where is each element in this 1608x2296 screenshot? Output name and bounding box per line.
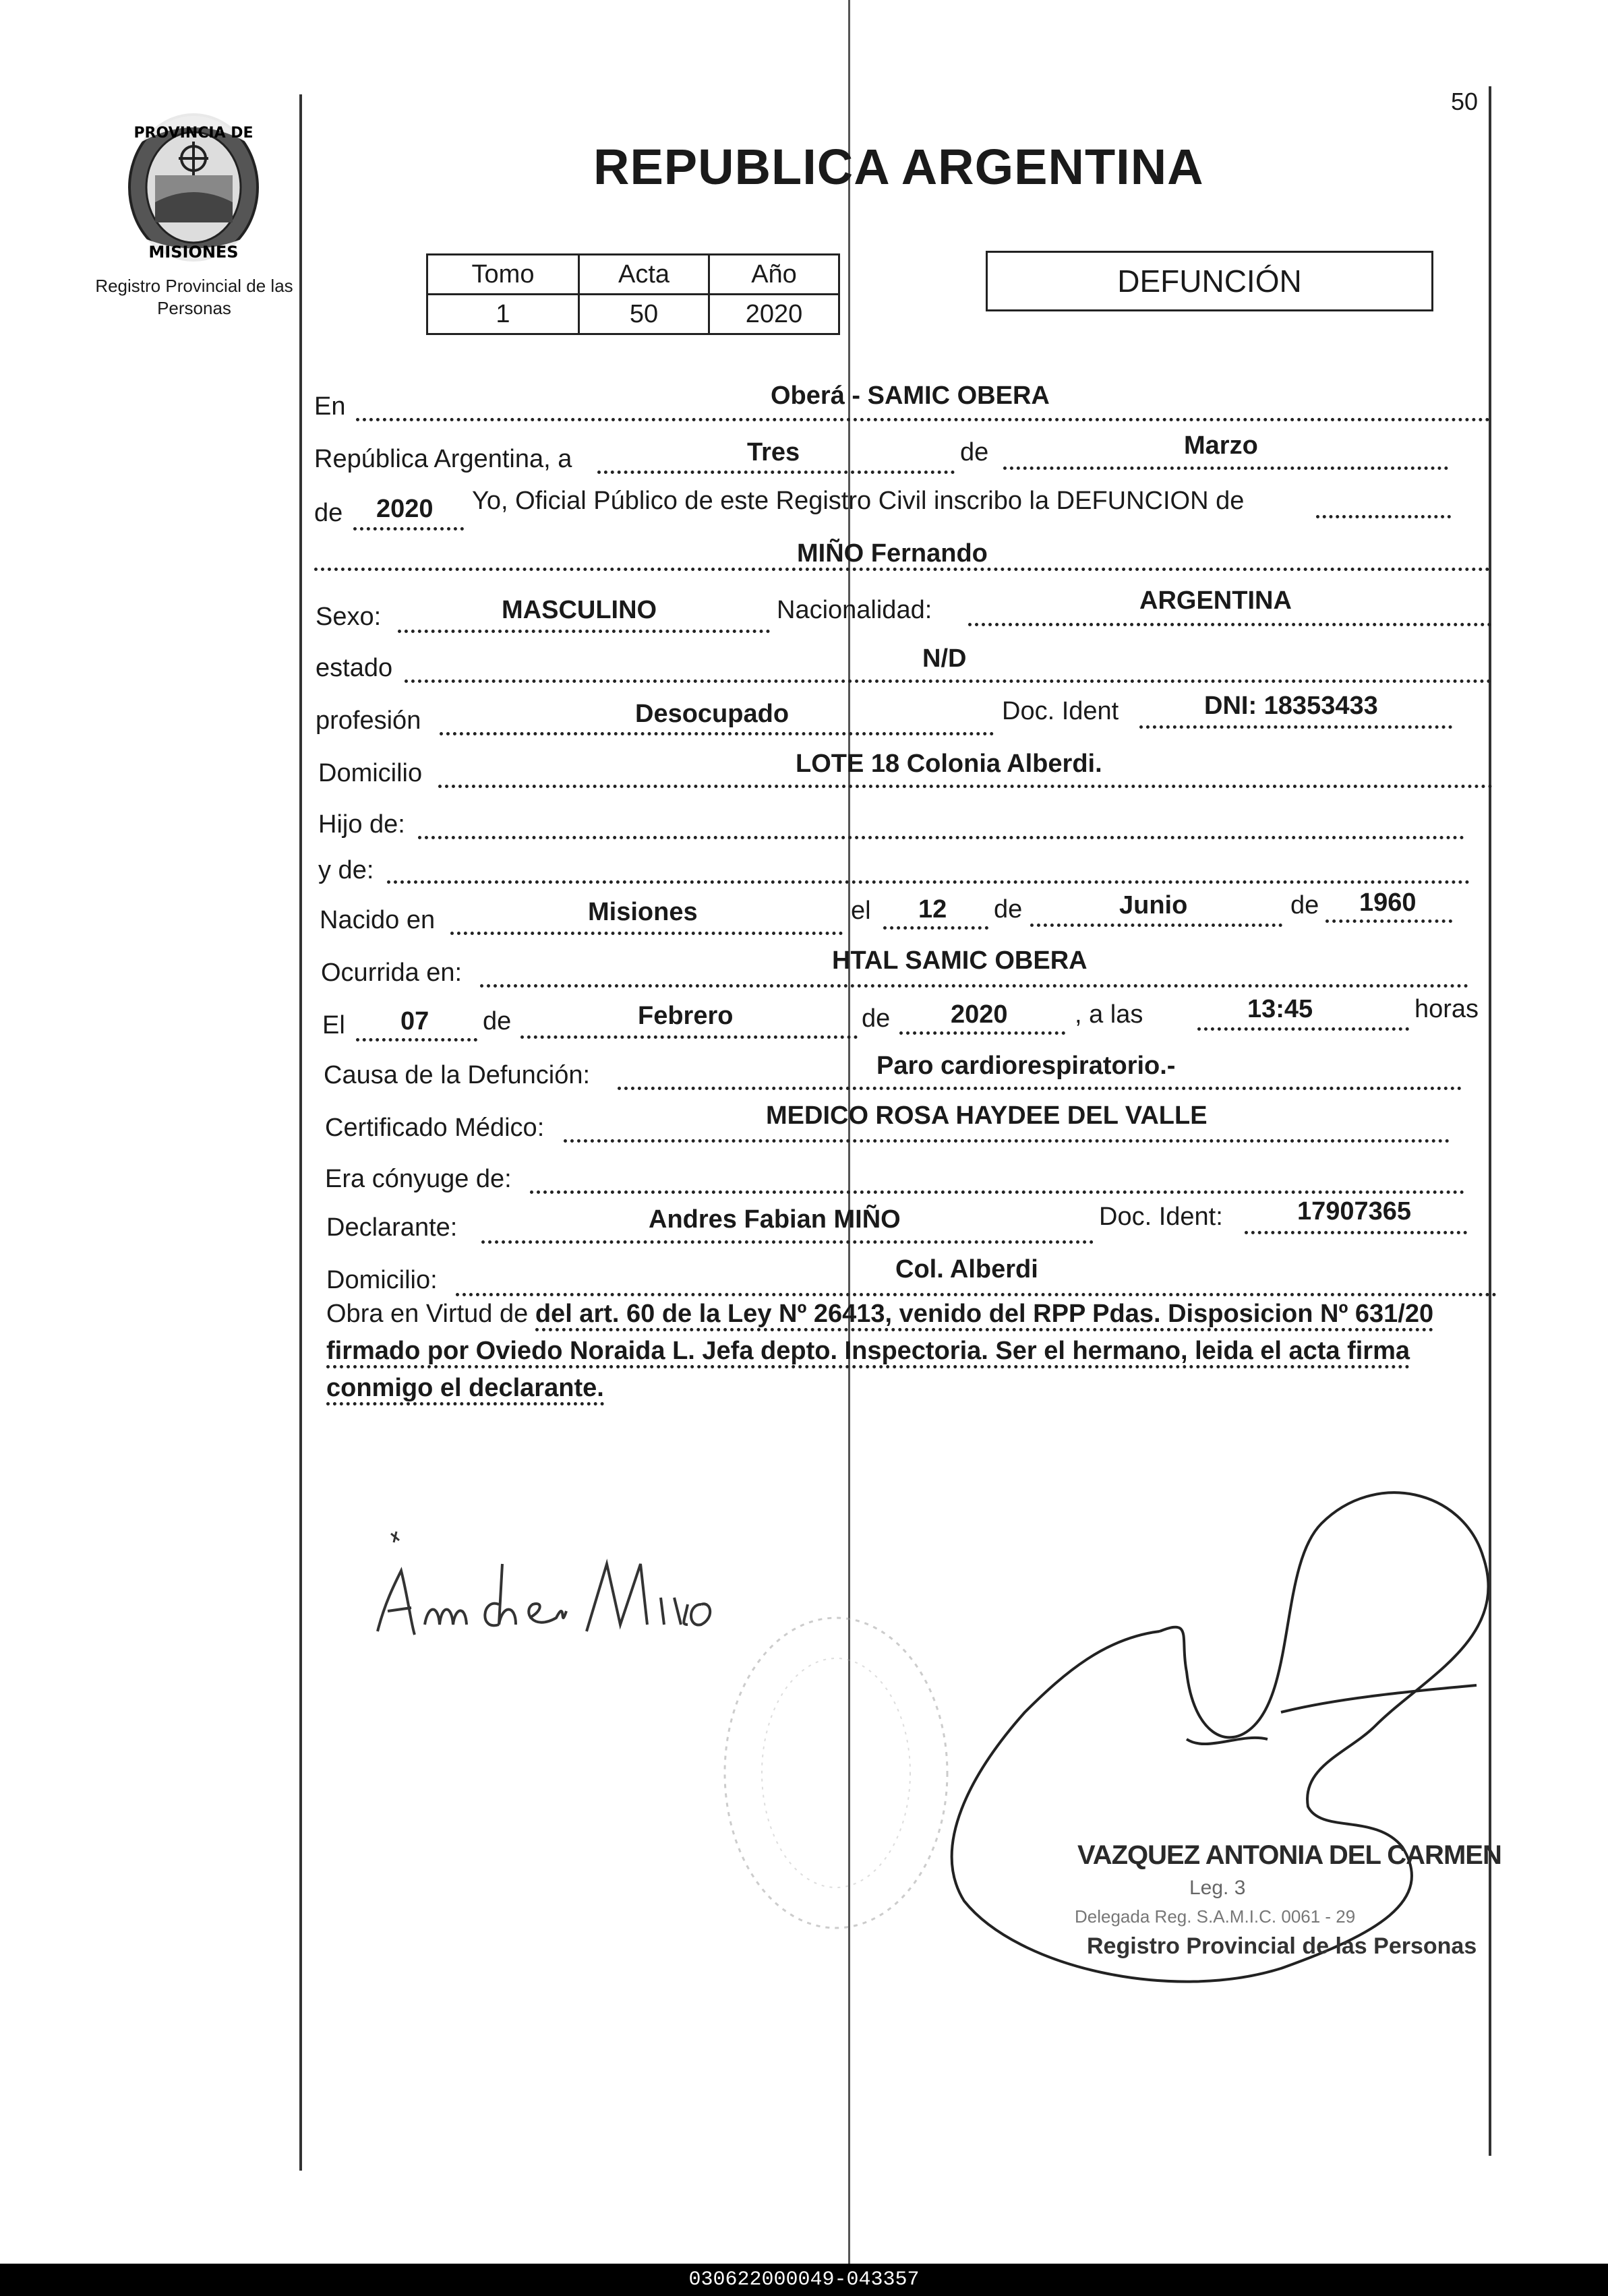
label-yo-oficial: Yo, Oficial Público de este Registro Civil inscribo la DEFUNCION de: [472, 487, 1245, 515]
label-de: de: [862, 1004, 891, 1033]
label-domicilio-2: Domicilio:: [326, 1266, 438, 1294]
stamp-registro: Registro Provincial de las Personas: [1087, 1933, 1477, 1959]
acta-value-acta: 50: [579, 295, 709, 334]
dotted-line: [618, 1087, 1462, 1090]
page-number: 50: [1451, 88, 1479, 115]
value-mes: Marzo: [1184, 431, 1258, 460]
label-de: de: [994, 895, 1023, 924]
acta-header-tomo: Tomo: [427, 255, 579, 295]
dotted-line: [520, 1035, 858, 1039]
value-declarante-doc: 17907365: [1297, 1197, 1412, 1226]
label-declarante: Declarante:: [326, 1213, 458, 1242]
record-type-box: DEFUNCIÓN: [986, 251, 1433, 311]
label-en: En: [314, 392, 346, 421]
left-margin-line: [299, 94, 302, 2171]
label-sexo: Sexo:: [316, 603, 382, 631]
dotted-line: [356, 1038, 477, 1041]
dotted-line: [480, 984, 1468, 988]
value-doc: DNI: 18353433: [1204, 692, 1378, 720]
label-de: de: [483, 1007, 512, 1035]
label-obra-en-virtud: Obra en Virtud de: [326, 1300, 529, 1328]
value-nac-dia: 12: [918, 895, 947, 924]
dotted-line: [440, 732, 994, 735]
value-sexo: MASCULINO: [502, 596, 657, 624]
label-republica: República Argentina, a: [314, 445, 572, 473]
dotted-line: [356, 418, 1490, 421]
value-declarante-domicilio: Col. Alberdi: [895, 1255, 1038, 1283]
value-nac-anio: 1960: [1359, 888, 1417, 917]
label-el-cap: El: [322, 1011, 345, 1039]
dotted-line: [450, 932, 843, 935]
dotted-line: [530, 1190, 1464, 1194]
value-obra-text: del art. 60 de la Ley Nº 26413, venido del RPP Pdas. Disposicion Nº 631/20 firmado por Oviedo Noraida L. Jefa depto. Inspectoria. Ser el hermano, leida el acta firma conmigo el declarante.: [326, 1300, 1433, 1406]
value-def-anio: 2020: [951, 1000, 1008, 1029]
value-certificado: MEDICO ROSA HAYDEE DEL VALLE: [766, 1101, 1208, 1130]
value-def-hora: 13:45: [1247, 995, 1313, 1023]
dotted-line: [1003, 466, 1448, 470]
dotted-line: [1245, 1231, 1467, 1234]
dotted-line: [1326, 919, 1452, 923]
dotted-line: [968, 623, 1491, 626]
acta-value-anio: 2020: [709, 295, 839, 334]
label-causa: Causa de la Defunción:: [324, 1061, 591, 1089]
province-seal-icon: [115, 108, 273, 266]
page-title: REPUBLICA ARGENTINA: [593, 139, 1204, 195]
label-de: de: [1290, 891, 1319, 919]
label-y-de: y de:: [318, 856, 374, 884]
official-signature: [903, 1470, 1510, 2009]
label-profesion: profesión: [316, 706, 421, 735]
dotted-line: [481, 1240, 1094, 1244]
label-nacionalidad: Nacionalidad:: [777, 596, 932, 624]
label-estado: estado: [316, 654, 393, 682]
acta-value-tomo: 1: [427, 295, 579, 334]
value-nacionalidad: ARGENTINA: [1139, 586, 1292, 615]
registry-caption: Registro Provincial de las Personas: [95, 276, 293, 318]
label-doc-ident: Doc. Ident: [1002, 697, 1119, 725]
dotted-line: [564, 1139, 1450, 1143]
label-doc-ident-2: Doc. Ident:: [1099, 1203, 1223, 1231]
value-estado: N/D: [922, 644, 967, 673]
dotted-line: [1030, 924, 1282, 927]
dotted-line: [387, 880, 1470, 884]
dotted-line: [353, 527, 464, 531]
dotted-line: [1316, 515, 1451, 518]
label-nacido-en: Nacido en: [320, 906, 436, 934]
value-causa: Paro cardiorespiratorio.-: [876, 1052, 1176, 1080]
value-def-mes: Febrero: [638, 1002, 734, 1030]
dotted-line: [405, 679, 1491, 683]
acta-table: [426, 253, 840, 335]
acta-header-anio: Año: [709, 255, 839, 295]
acta-header-row: [427, 255, 839, 295]
acta-header-acta: Acta: [579, 255, 709, 295]
dotted-line: [438, 785, 1493, 788]
stamp-leg: Leg. 3: [1189, 1877, 1246, 1899]
label-ocurrida-en: Ocurrida en:: [321, 959, 463, 987]
dotted-line: [1139, 725, 1452, 729]
label-a-las: , a las: [1075, 1000, 1143, 1029]
dotted-line: [597, 471, 955, 474]
value-anio: 2020: [376, 495, 434, 523]
value-profesion: Desocupado: [635, 700, 790, 728]
value-nombre: MIÑO Fernando: [797, 539, 988, 568]
seal-top-text: PROVINCIA DE: [133, 125, 254, 142]
seal-bottom-text: MISIONES: [148, 243, 239, 262]
label-el: el: [851, 897, 871, 925]
dotted-line: [899, 1031, 1065, 1035]
dotted-line: [883, 926, 988, 930]
value-lugar: Oberá - SAMIC OBERA: [771, 382, 1050, 410]
value-def-dia: 07: [400, 1007, 429, 1035]
value-domicilio: LOTE 18 Colonia Alberdi.: [796, 750, 1102, 778]
label-de: de: [960, 438, 989, 466]
obra-en-virtud-paragraph: [326, 1296, 1499, 1407]
stamp-official-name: VAZQUEZ ANTONIA DEL CARMEN: [1077, 1840, 1501, 1870]
label-domicilio: Domicilio: [318, 759, 423, 787]
label-hijo-de: Hijo de:: [318, 810, 405, 839]
value-nacido-en: Misiones: [588, 898, 698, 926]
dotted-line: [418, 836, 1464, 839]
value-dia: Tres: [747, 438, 800, 466]
label-de: de: [314, 499, 343, 527]
value-declarante: Andres Fabian MIÑO: [649, 1205, 901, 1234]
label-horas: horas: [1415, 995, 1479, 1023]
value-ocurrida-en: HTAL SAMIC OBERA: [832, 946, 1088, 975]
dotted-line: [398, 630, 770, 633]
value-nac-mes: Junio: [1119, 891, 1188, 919]
label-certificado: Certificado Médico:: [325, 1114, 545, 1142]
dotted-line: [1197, 1027, 1409, 1031]
acta-value-row: [427, 295, 839, 334]
stamp-delegada: Delegada Reg. S.A.M.I.C. 0061 - 29: [1075, 1906, 1356, 1927]
label-conyuge: Era cónyuge de:: [325, 1165, 512, 1193]
footer-code: 030622000049-043357: [0, 2264, 1608, 2296]
